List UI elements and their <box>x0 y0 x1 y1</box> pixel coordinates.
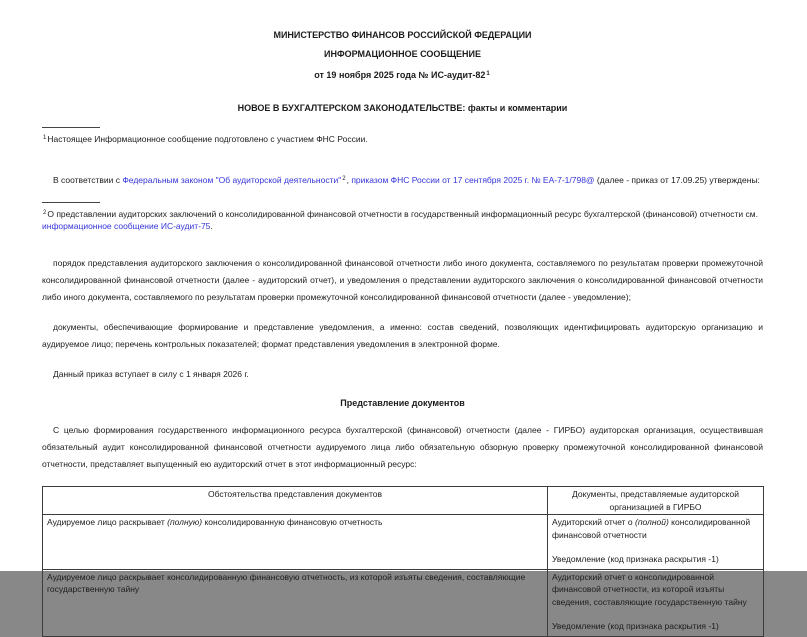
para1-prefix: В соответствии с <box>53 174 123 185</box>
footnote-2-marker: 2 <box>43 209 47 216</box>
doc-date-line <box>42 67 763 81</box>
para1-separator: , <box>346 174 352 185</box>
cell-spacer <box>47 596 543 626</box>
doc-1-rest: консолидированной финансовой отчетности <box>552 517 751 540</box>
order-link[interactable]: приказом ФНС России от 17 сентября 2025 г. № ЕА-7-1/798@ <box>351 174 595 185</box>
table-header-documents: Документы, представляемые аудиторской организацией в ГИРБО <box>548 487 764 515</box>
document-2-text: Аудиторский отчет о консолидированной финансовой отчетности, из которой изъяты сведения, составляющие государственную тайну <box>552 571 747 607</box>
paragraph-effective-date: Данный приказ вступает в силу с 1 января 2026 г. <box>53 369 249 380</box>
circumstance-1-rest: консолидированную финансовую отчетность <box>202 517 383 528</box>
footnote-2-text: О представлении аудиторских заключений о консолидированной финансовой отчетности в государственный информационный ресурс бухгалтерской (финансовой) отчетности см. <box>47 208 758 219</box>
cell-circumstance-1 <box>43 515 548 570</box>
cell-spacer <box>552 541 759 553</box>
table-row <box>43 515 764 570</box>
ministry-title: МИНИСТЕРСТВО ФИНАНСОВ РОССИЙСКОЙ ФЕДЕРАЦИИ <box>273 30 532 40</box>
circumstance-2-text: Аудируемое лицо раскрывает консолидированную финансовую отчетность, из которой изъяты сведения, составляющие государственную тайну <box>47 571 526 595</box>
cell-circumstance-2 <box>43 569 548 636</box>
notification-2-text: Уведомление (код признака раскрытия -1) <box>552 621 719 632</box>
table-header-circumstances: Обстоятельства представления документов <box>43 487 548 515</box>
footnote-separator-2 <box>42 202 100 203</box>
footnote-2-period: . <box>210 221 213 232</box>
circumstance-1-text: Аудируемое лицо раскрывает <box>47 517 168 528</box>
cell-documents-2 <box>548 569 764 636</box>
para1-suffix: (далее - приказ от 17.09.25) утверждены: <box>594 174 760 185</box>
documents-table <box>42 486 764 637</box>
doc-main-title: НОВОЕ В БУХГАЛТЕРСКОМ ЗАКОНОДАТЕЛЬСТВЕ: факты и комментарии <box>237 103 568 113</box>
doc-1-italic: (полной) <box>634 517 669 528</box>
section-heading: Представление документов <box>340 398 465 409</box>
cell-documents-1 <box>548 515 764 570</box>
footnote-2 <box>42 206 767 234</box>
table-row <box>43 569 764 636</box>
footnote-1 <box>42 131 763 146</box>
table-header-row <box>43 487 764 515</box>
doc-type-title: ИНФОРМАЦИОННОЕ СООБЩЕНИЕ <box>324 49 481 59</box>
law-link[interactable]: Федеральным законом "Об аудиторской деятельности" <box>122 174 342 185</box>
paragraph-order-content-1: порядок представления аудиторского заключения о консолидированной финансовой отчетности либо иного документа, составляемого по результатам проверки промежуточной консолидированной финансовой отчетности (далее - аудиторский отчет), и уведомления о представлении аудиторского заключения о консолидированной финансовой отчетности либо иного документа, составляемого по результатам проверки промежуточной консолидированной финансовой отчетности (далее - уведомление); <box>42 258 763 303</box>
cell-spacer <box>552 608 759 620</box>
circumstance-1-italic: (полную) <box>167 517 203 528</box>
info-message-link[interactable]: информационное сообщение ИС-аудит-75 <box>42 221 211 232</box>
notification-1-text: Уведомление (код признака раскрытия -1) <box>552 554 719 565</box>
doc-1-text: Аудиторский отчет о <box>552 517 635 528</box>
section-intro: С целью формирования государственного информационного ресурса бухгалтерской (финансовой) отчетности (далее - ГИРБО) аудиторская организация, осуществившая обязательный аудит консолидированной финансовой отчетности аудируемого лица либо обязательную обзорную проверку промежуточной консолидированной финансовой отчетности, представляет выпущенный ею аудиторский отчет в этот информационный ресурс: <box>42 425 763 470</box>
footnote-1-marker: 1 <box>43 135 47 141</box>
paragraph-order-content-2: документы, обеспечивающие формирование и представление уведомления, а именно: состав сведений, позволяющих идентифицировать аудиторскую организацию и аудируемое лицо; перечень контрольных показателей; формат представления уведомления в электронной форме. <box>42 322 763 350</box>
document-1-text <box>552 516 759 541</box>
doc-date-text: от 19 ноября 2025 года № ИС-аудит-82 <box>314 70 486 80</box>
footnote-ref-2: 2 <box>342 175 346 182</box>
paragraph-legal-basis <box>42 170 763 189</box>
footnote-1-text: Настоящее Информационное сообщение подготовлено с участием ФНС России. <box>47 133 368 144</box>
footnote-separator-1 <box>42 127 100 128</box>
footnote-ref-1: 1 <box>486 71 490 77</box>
